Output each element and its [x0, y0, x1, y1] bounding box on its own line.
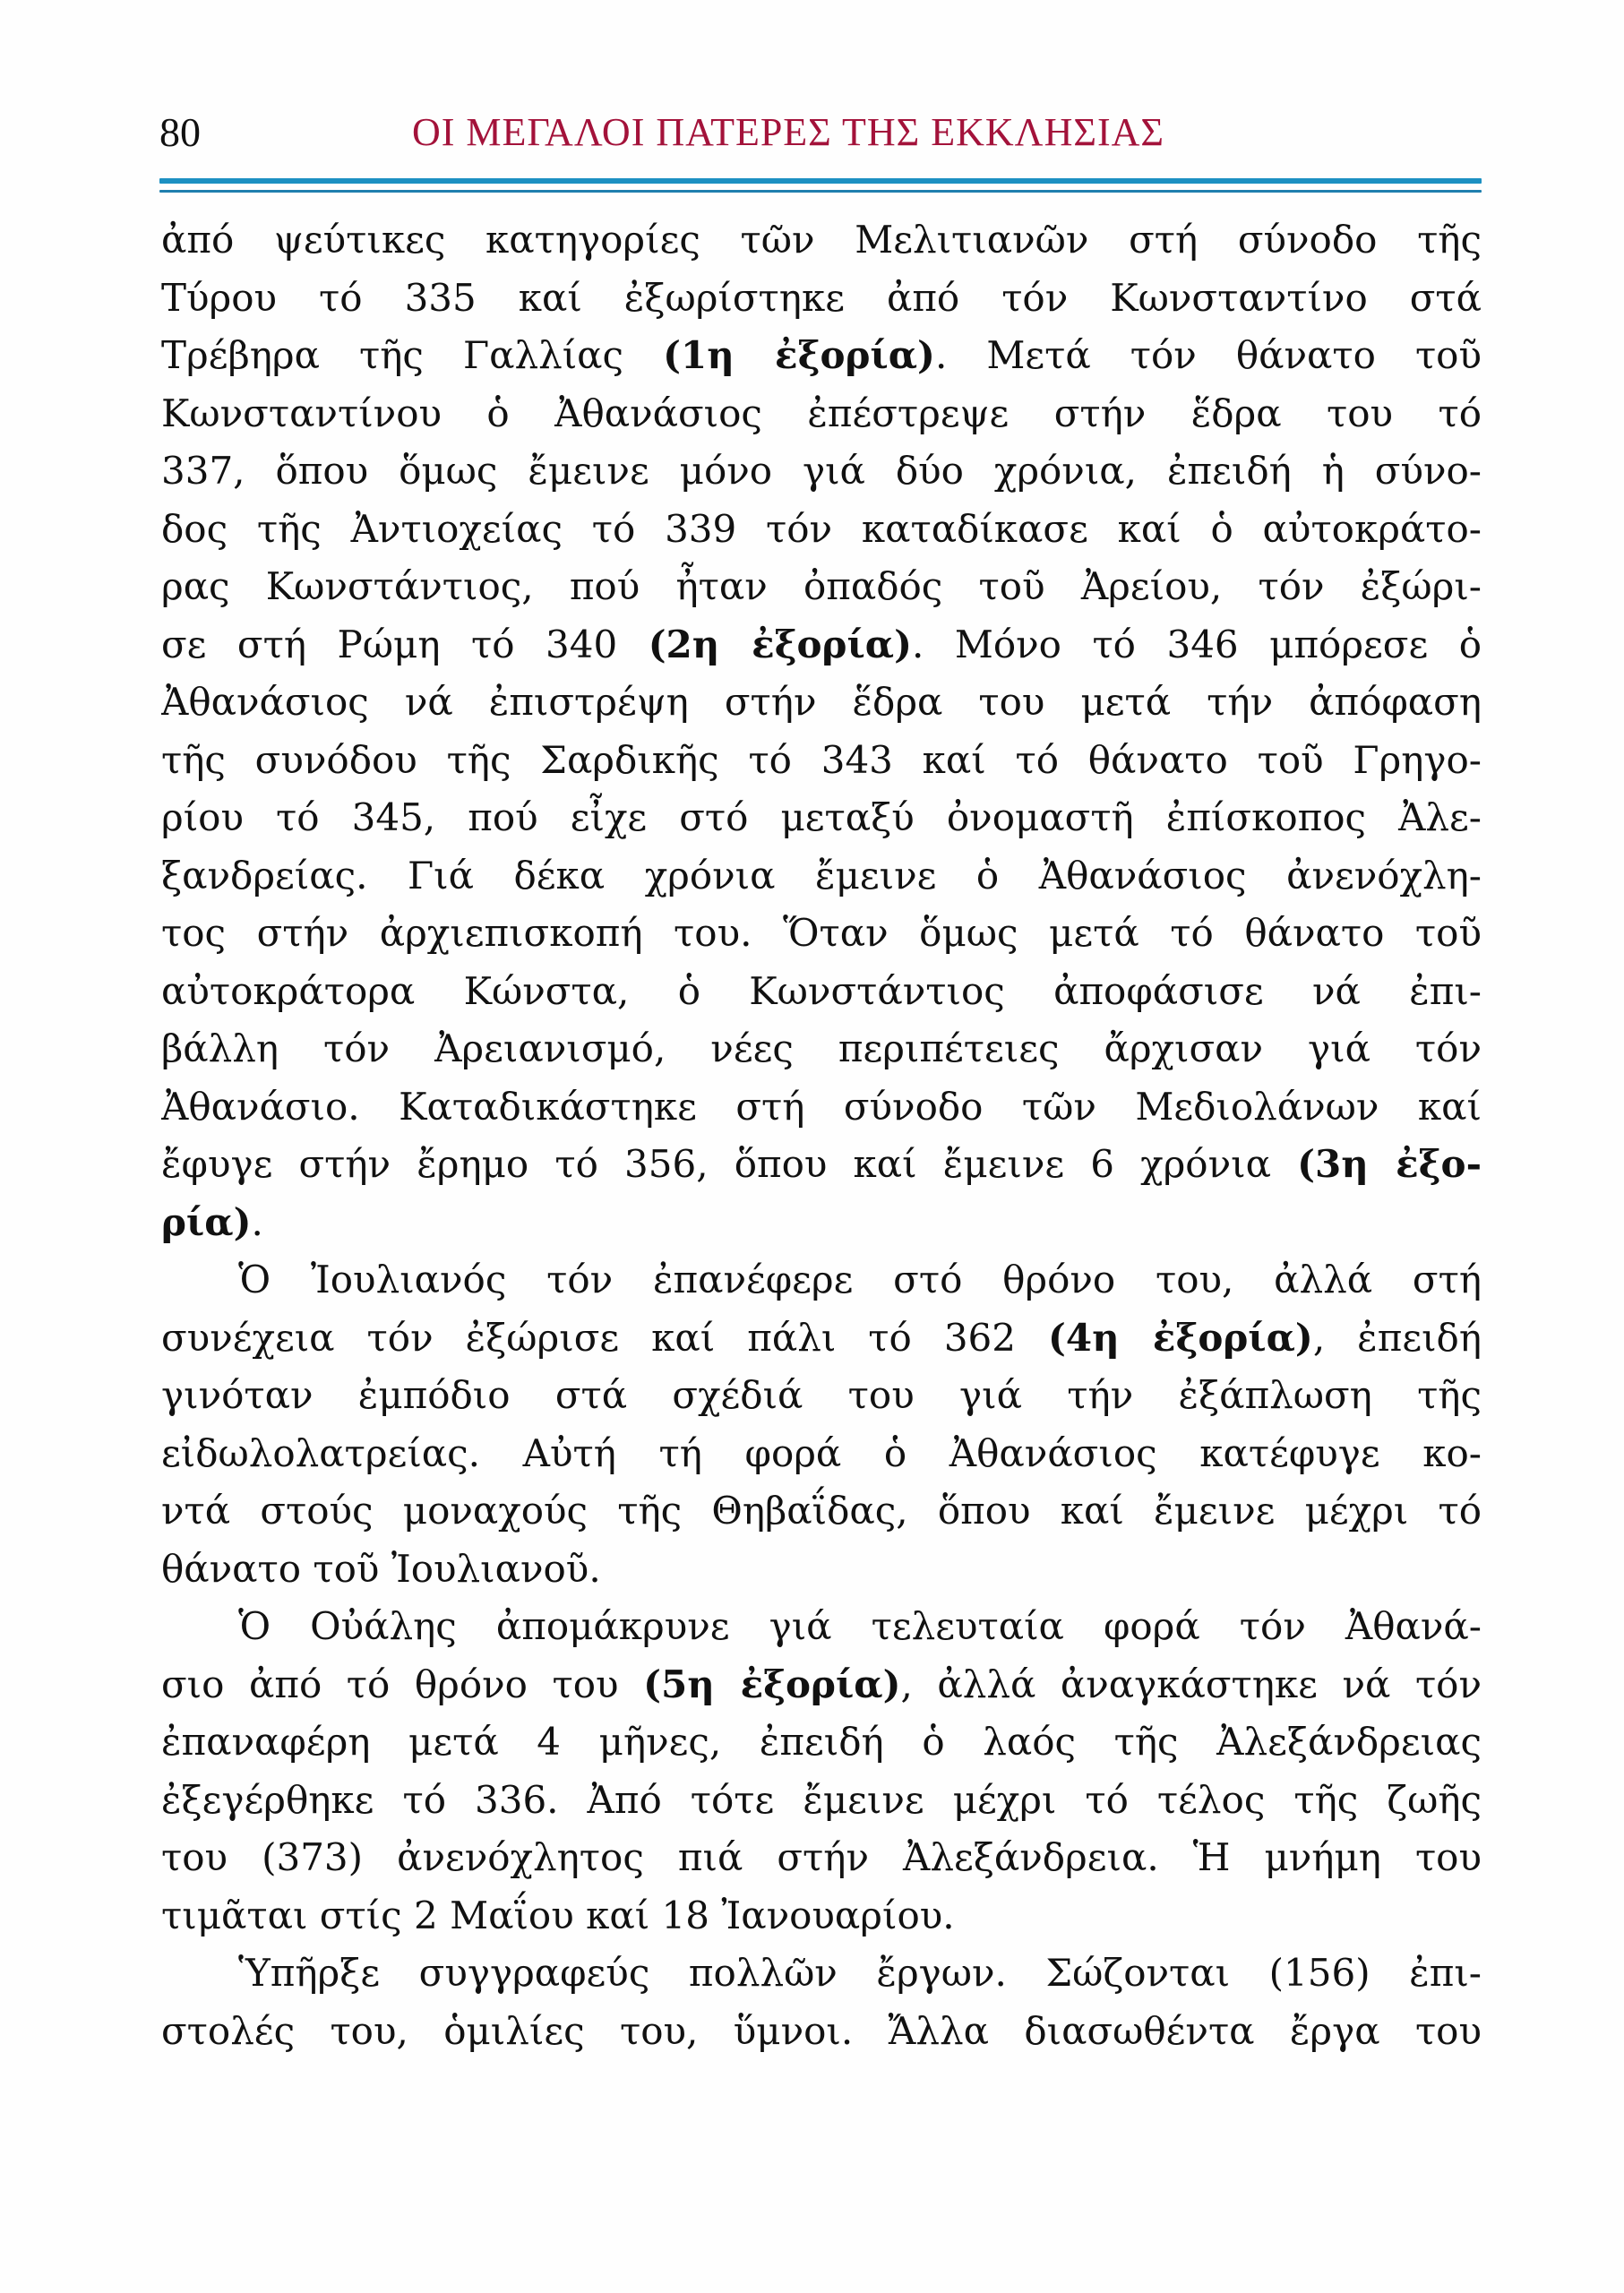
bold-exile-marker: (2η ἐξορία): [648, 622, 912, 666]
text-line: [161, 442, 1482, 501]
text-line: [161, 1541, 1482, 1599]
text-line: [161, 1772, 1482, 1830]
text-segment: ντά στούς μοναχούς τῆς Θηβαΐδας, ὅπου καί ἔμεινε μέχρι τό: [161, 1489, 1482, 1533]
text-segment: Ἀθανάσιο. Καταδικάστηκε στή σύνοδο τῶν Μεδιολάνων καί: [161, 1084, 1482, 1129]
bold-exile-marker: (1η ἐξορία): [663, 333, 935, 377]
body-text: [161, 211, 1482, 2060]
text-segment: τιμᾶται στίς 2 Μαΐου καί 18 Ἰανουαρίου.: [161, 1893, 955, 1937]
text-segment: γινόταν ἐμπόδιο στά σχέδιά του γιά τήν ἐξάπλωση τῆς: [161, 1373, 1482, 1417]
text-line: [161, 963, 1482, 1021]
text-line: [161, 1078, 1482, 1137]
text-segment: Ὁ Οὐάλης ἀπομάκρυνε γιά τελευταία φορά τόν Ἀθανά-: [238, 1604, 1482, 1648]
page-number: 80: [159, 109, 201, 155]
text-segment: ρίου τό 345, πού εἶχε στό μεταξύ ὀνομαστῆ ἐπίσκοπος Ἀλε-: [161, 795, 1482, 839]
text-line: [161, 501, 1482, 559]
running-head: [159, 106, 1482, 159]
bold-exile-marker: (3η ἐξο-: [1297, 1142, 1482, 1186]
text-segment: , ἐπειδή: [1312, 1315, 1482, 1360]
text-line: [161, 270, 1482, 328]
text-segment: θάνατο τοῦ Ἰουλιανοῦ.: [161, 1546, 601, 1591]
text-segment: ἐπαναφέρη μετά 4 μῆνες, ἐπειδή ὁ λαός τῆς Ἀλεξάνδρειας: [161, 1720, 1482, 1764]
text-segment: , ἀλλά ἀναγκάστηκε νά τόν: [900, 1662, 1482, 1706]
text-segment: δος τῆς Ἀντιοχείας τό 339 τόν καταδίκασε καί ὁ αὐτοκράτο-: [161, 506, 1482, 551]
text-segment: τος στήν ἀρχιεπισκοπή του. Ὅταν ὅμως μετά τό θάνατο τοῦ: [161, 911, 1482, 955]
text-segment: εἰδωλολατρείας. Αὐτή τή φορά ὁ Ἀθανάσιος κατέφυγε κο-: [161, 1430, 1482, 1475]
text-line: [161, 1367, 1482, 1425]
text-segment: Κωνσταντίνου ὁ Ἀθανάσιος ἐπέστρεψε στήν ἕδρα του τό: [161, 391, 1482, 435]
text-segment: αὐτοκράτορα Κώνστα, ὁ Κωνστάντιος ἀποφάσισε νά ἐπι-: [161, 968, 1482, 1013]
text-line: [161, 1945, 1482, 2003]
text-line: [161, 2003, 1482, 2061]
text-line: [161, 1251, 1482, 1310]
text-line: [161, 1425, 1482, 1483]
text-segment: ἀπό ψεύτικες κατηγορίες τῶν Μελιτιανῶν στή σύνοδο τῆς: [161, 218, 1482, 262]
text-line: [161, 385, 1482, 443]
text-segment: Ὑπῆρξε συγγραφεύς πολλῶν ἔργων. Σώζονται (156) ἐπι-: [238, 1951, 1482, 1995]
text-segment: .: [251, 1199, 263, 1244]
text-line: [161, 847, 1482, 906]
header-rule-thin: [159, 190, 1482, 193]
text-line: [161, 327, 1482, 385]
text-line: [161, 1020, 1482, 1078]
text-segment: Τύρου τό 335 καί ἐξωρίστηκε ἀπό τόν Κωνσταντίνο στά: [161, 275, 1482, 320]
text-line: [161, 732, 1482, 790]
text-line: [161, 1482, 1482, 1541]
text-line: [161, 616, 1482, 674]
text-line: [161, 789, 1482, 847]
text-line: [161, 905, 1482, 963]
text-line: [161, 1887, 1482, 1945]
text-line: [161, 211, 1482, 270]
text-line: [161, 1713, 1482, 1772]
text-line: [161, 674, 1482, 732]
text-line: [161, 1829, 1482, 1887]
text-line: [161, 1310, 1482, 1368]
bold-exile-marker: (5η ἐξορία): [643, 1662, 901, 1706]
text-line: [161, 1136, 1482, 1194]
text-line: [161, 1598, 1482, 1656]
text-line: [161, 1656, 1482, 1714]
bold-exile-marker: (4η ἐξορία): [1048, 1315, 1313, 1360]
text-segment: Ἀθανάσιος νά ἐπιστρέψη στήν ἕδρα του μετά τήν ἀπόφαση: [161, 680, 1482, 724]
text-segment: ρας Κωνστάντιος, πού ἦταν ὀπαδός τοῦ Ἀρείου, τόν ἐξώρι-: [161, 564, 1482, 608]
header-rule-thick: [159, 178, 1482, 184]
text-line: [161, 558, 1482, 616]
text-segment: τῆς συνόδου τῆς Σαρδικῆς τό 343 καί τό θάνατο τοῦ Γρηγο-: [161, 737, 1482, 782]
text-segment: στολές του, ὁμιλίες του, ὕμνοι. Ἄλλα διασωθέντα ἔργα του: [161, 2008, 1482, 2053]
text-segment: . Μόνο τό 346 μπόρεσε ὁ: [911, 622, 1482, 666]
text-segment: ξανδρείας. Γιά δέκα χρόνια ἔμεινε ὁ Ἀθανάσιος ἀνενόχλη-: [161, 853, 1482, 897]
bold-exile-marker: ρία): [161, 1199, 252, 1244]
text-segment: σιο ἀπό τό θρόνο του: [161, 1662, 644, 1706]
text-segment: 337, ὅπου ὅμως ἔμεινε μόνο γιά δύο χρόνια, ἐπειδή ἡ σύνο-: [161, 449, 1482, 493]
text-segment: Τρέβηρα τῆς Γαλλίας: [161, 333, 664, 377]
text-segment: ἔφυγε στήν ἔρημο τό 356, ὅπου καί ἔμεινε 6 χρόνια: [161, 1142, 1298, 1186]
text-line: [161, 1194, 1482, 1252]
text-segment: . Μετά τόν θάνατο τοῦ: [934, 333, 1482, 377]
text-segment: βάλλη τόν Ἀρειανισμό, νέες περιπέτειες ἄρχισαν γιά τόν: [161, 1026, 1482, 1070]
text-segment: σε στή Ρώμη τό 340: [161, 622, 649, 666]
text-segment: συνέχεια τόν ἐξώρισε καί πάλι τό 362: [161, 1315, 1049, 1360]
text-segment: ἐξεγέρθηκε τό 336. Ἀπό τότε ἔμεινε μέχρι τό τέλος τῆς ζωῆς: [161, 1777, 1482, 1822]
text-segment: του (373) ἀνενόχλητος πιά στήν Ἀλεξάνδρεια. Ἡ μνήμη του: [161, 1835, 1482, 1879]
running-title: ΟΙ ΜΕΓΑΛΟΙ ΠΑΤΕΡΕΣ ΤΗΣ ΕΚΚΛΗΣΙΑΣ: [412, 110, 1165, 154]
text-segment: Ὁ Ἰουλιανός τόν ἐπανέφερε στό θρόνο του, ἀλλά στή: [238, 1258, 1482, 1301]
